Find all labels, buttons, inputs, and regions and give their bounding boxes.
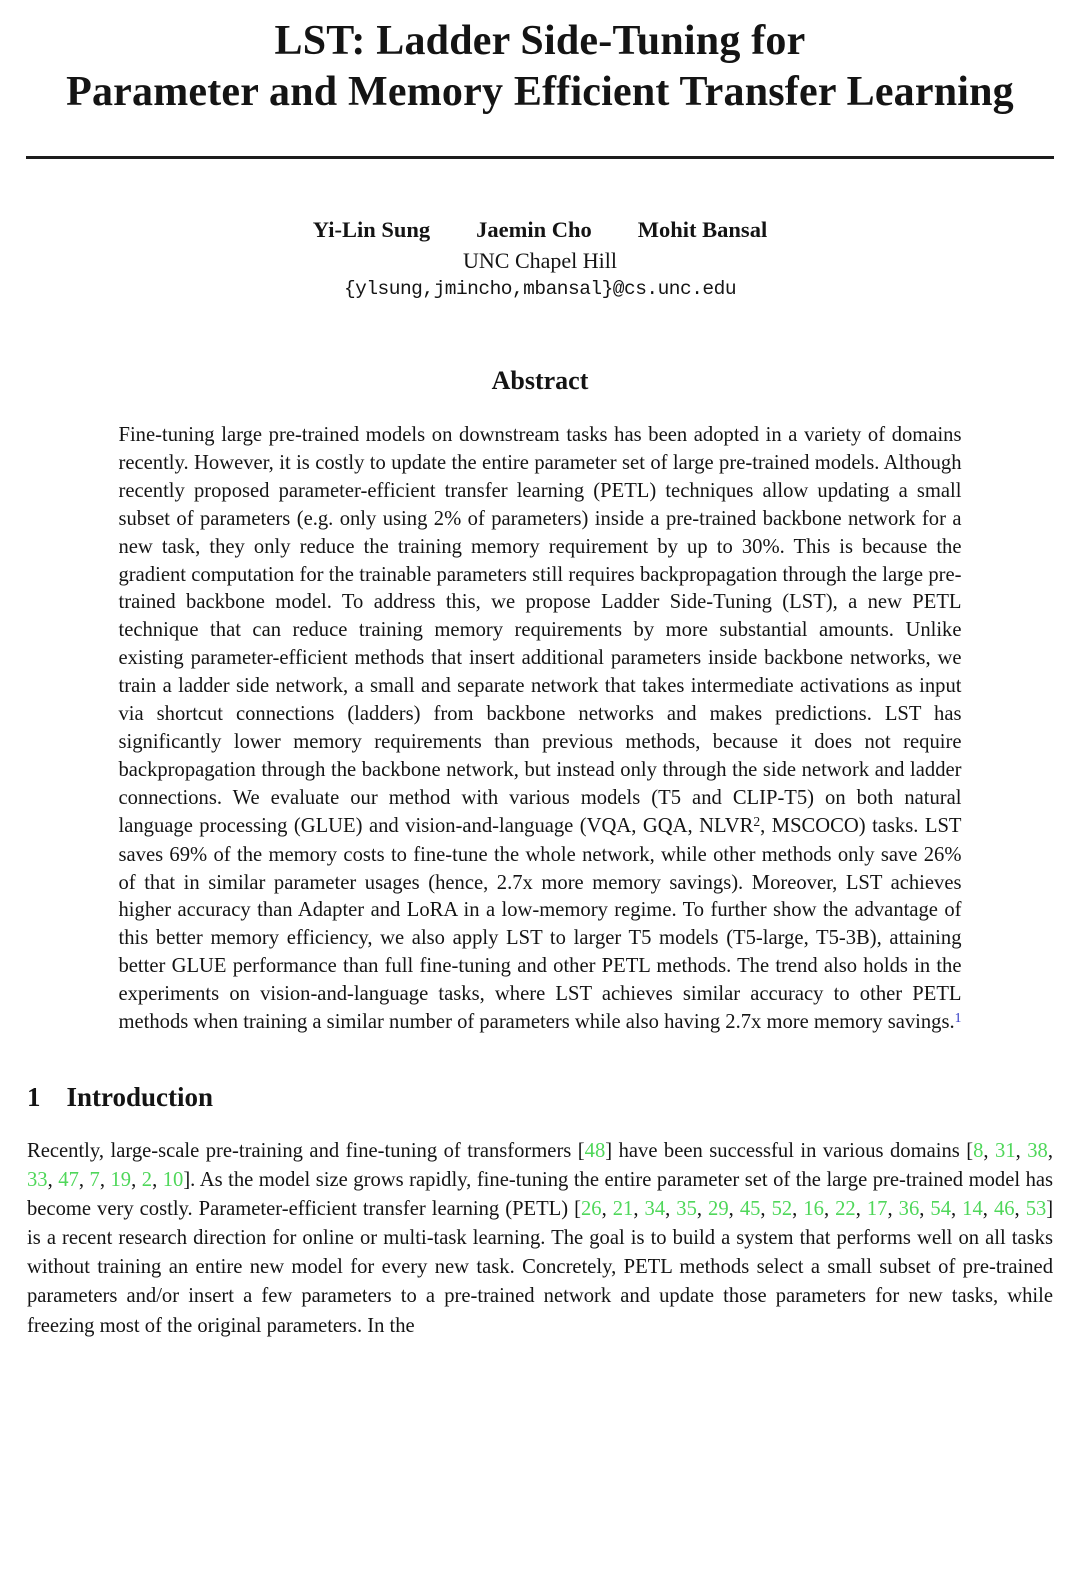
citation-link[interactable]: 35 [676,1198,697,1221]
citation-link[interactable]: 8 [973,1139,984,1162]
citation-link[interactable]: 16 [803,1198,824,1221]
citation-link[interactable]: 26 [580,1198,602,1221]
author-names [0,217,1080,243]
abstract-heading: Abstract [491,366,589,395]
citation-link[interactable]: 21 [612,1198,634,1221]
footnote-marker[interactable]: 1 [954,1009,962,1025]
author-name-3: Mohit Bansal [637,217,768,242]
citation-link[interactable]: 53 [1025,1198,1047,1221]
citation-link[interactable]: 29 [708,1198,729,1221]
paper-title [0,0,1080,118]
introduction-section [0,1082,1080,1341]
citation-link[interactable]: 10 [162,1169,184,1192]
citation-link[interactable]: 22 [835,1198,856,1221]
citation-link[interactable]: 46 [993,1198,1015,1221]
citation-link[interactable]: 19 [110,1169,132,1192]
paper-title-line1: LST: Ladder Side-Tuning for [274,18,806,64]
citation-link[interactable]: 36 [898,1198,920,1221]
abstract-section [0,366,1080,1038]
citation-link[interactable]: 45 [739,1198,761,1221]
citation-link[interactable]: 48 [584,1139,606,1162]
citation-link[interactable]: 14 [962,1198,983,1221]
citation-link[interactable]: 54 [930,1198,951,1221]
citation-link[interactable]: 34 [644,1198,666,1221]
section-title: Introduction [66,1081,214,1112]
citation-link[interactable]: 38 [1027,1139,1048,1162]
citation-link[interactable]: 17 [866,1198,888,1221]
abstract-body: Fine-tuning large pre-trained models on downstream tasks has been adopted in a variety of domains recently. However, it is costly to update the entire parameter set of large pre-trained models. Although recently proposed parameter-efficient transfer learning (PETL) techniques allow updating a small subset of parameters (e.g. only using 2% of parameters) inside a pre-trained backbone network for a new task, they only reduce the training memory requirement by up to 30%. This is because the gradient computation for the trainable parameters still requires backpropagation through the large pre-trained backbone model. To address this, we propose Ladder Side-Tuning (LST), a new PETL technique that can reduce training memory requirements by more substantial amounts. Unlike existing parameter-efficient methods that insert additional parameters inside backbone networks, we train a ladder side network, a small and separate network that takes intermediate activations as input via shortcut connections (ladders) from backbone networks and makes predictions. LST has significantly lower memory requirements than previous methods, because it does not require backpropagation through the backbone network, but instead only through the side network and ladder connections. We evaluate our method with various models (T5 and CLIP-T5) on both natural language processing (GLUE) and vision-and-language (VQA, GQA, NLVR$^2$, MSCOCO) tasks. LST saves 69% of the memory costs to fine-tune the whole network, while other methods only save 26% of that in similar parameter usages (hence, 2.7x more memory savings). Moreover, LST achieves higher accuracy than Adapter and LoRA in a low-memory regime. To further show the advantage of this better memory efficiency, we also apply LST to larger T5 models (T5-large, T5-3B), attaining better GLUE performance than full fine-tuning and other PETL methods. The trend also holds in the experiments on vision-and-language tasks, where LST achieves similar accuracy to other PETL methods when training a similar number of parameters while also having 2.7x more memory savings.$^1$ [118,424,962,1034]
introduction-body: Recently, large-scale pre-training and fine-tuning of transformers [48] have been successful in various domains [8, 31, 38, 33, 47, 7, 19, 2, 10]. As the model size grows rapidly, fine-tuning the entire parameter set of the large pre-trained model has become very costly. Parameter-efficient transfer learning (PETL) [26, 21, 34, 35, 29, 45, 52, 16, 22, 17, 36, 54, 14, 46, 53] is a recent research direction for online or multi-task learning. The goal is to build a system that performs well on all tasks without training an entire new model for every new task. Concretely, PETL methods select a small subset of pre-trained parameters and/or insert a few parameters to a pre-trained network and update those parameters for new tasks, while freezing most of the original parameters. In the [27,1139,1054,1337]
paper-title-line2: Parameter and Memory Efficient Transfer Learning [66,69,1014,115]
author-name-2: Jaemin Cho [476,217,592,242]
citation-link[interactable]: 31 [995,1139,1016,1162]
section-number: 1 [27,1081,41,1112]
citation-link[interactable]: 33 [27,1169,48,1192]
author-emails: {ylsung,jmincho,mbansal}@cs.unc.edu [343,278,737,300]
title-rule [26,156,1054,159]
introduction-heading [27,1082,1053,1113]
superscript: 2 [753,813,761,829]
citation-link[interactable]: 7 [89,1169,100,1192]
author-name-1: Yi-Lin Sung [312,217,431,242]
citation-link[interactable]: 2 [141,1169,153,1192]
citation-link[interactable]: 47 [58,1169,79,1192]
affiliation: UNC Chapel Hill [463,248,617,273]
citation-link[interactable]: 52 [771,1198,793,1221]
